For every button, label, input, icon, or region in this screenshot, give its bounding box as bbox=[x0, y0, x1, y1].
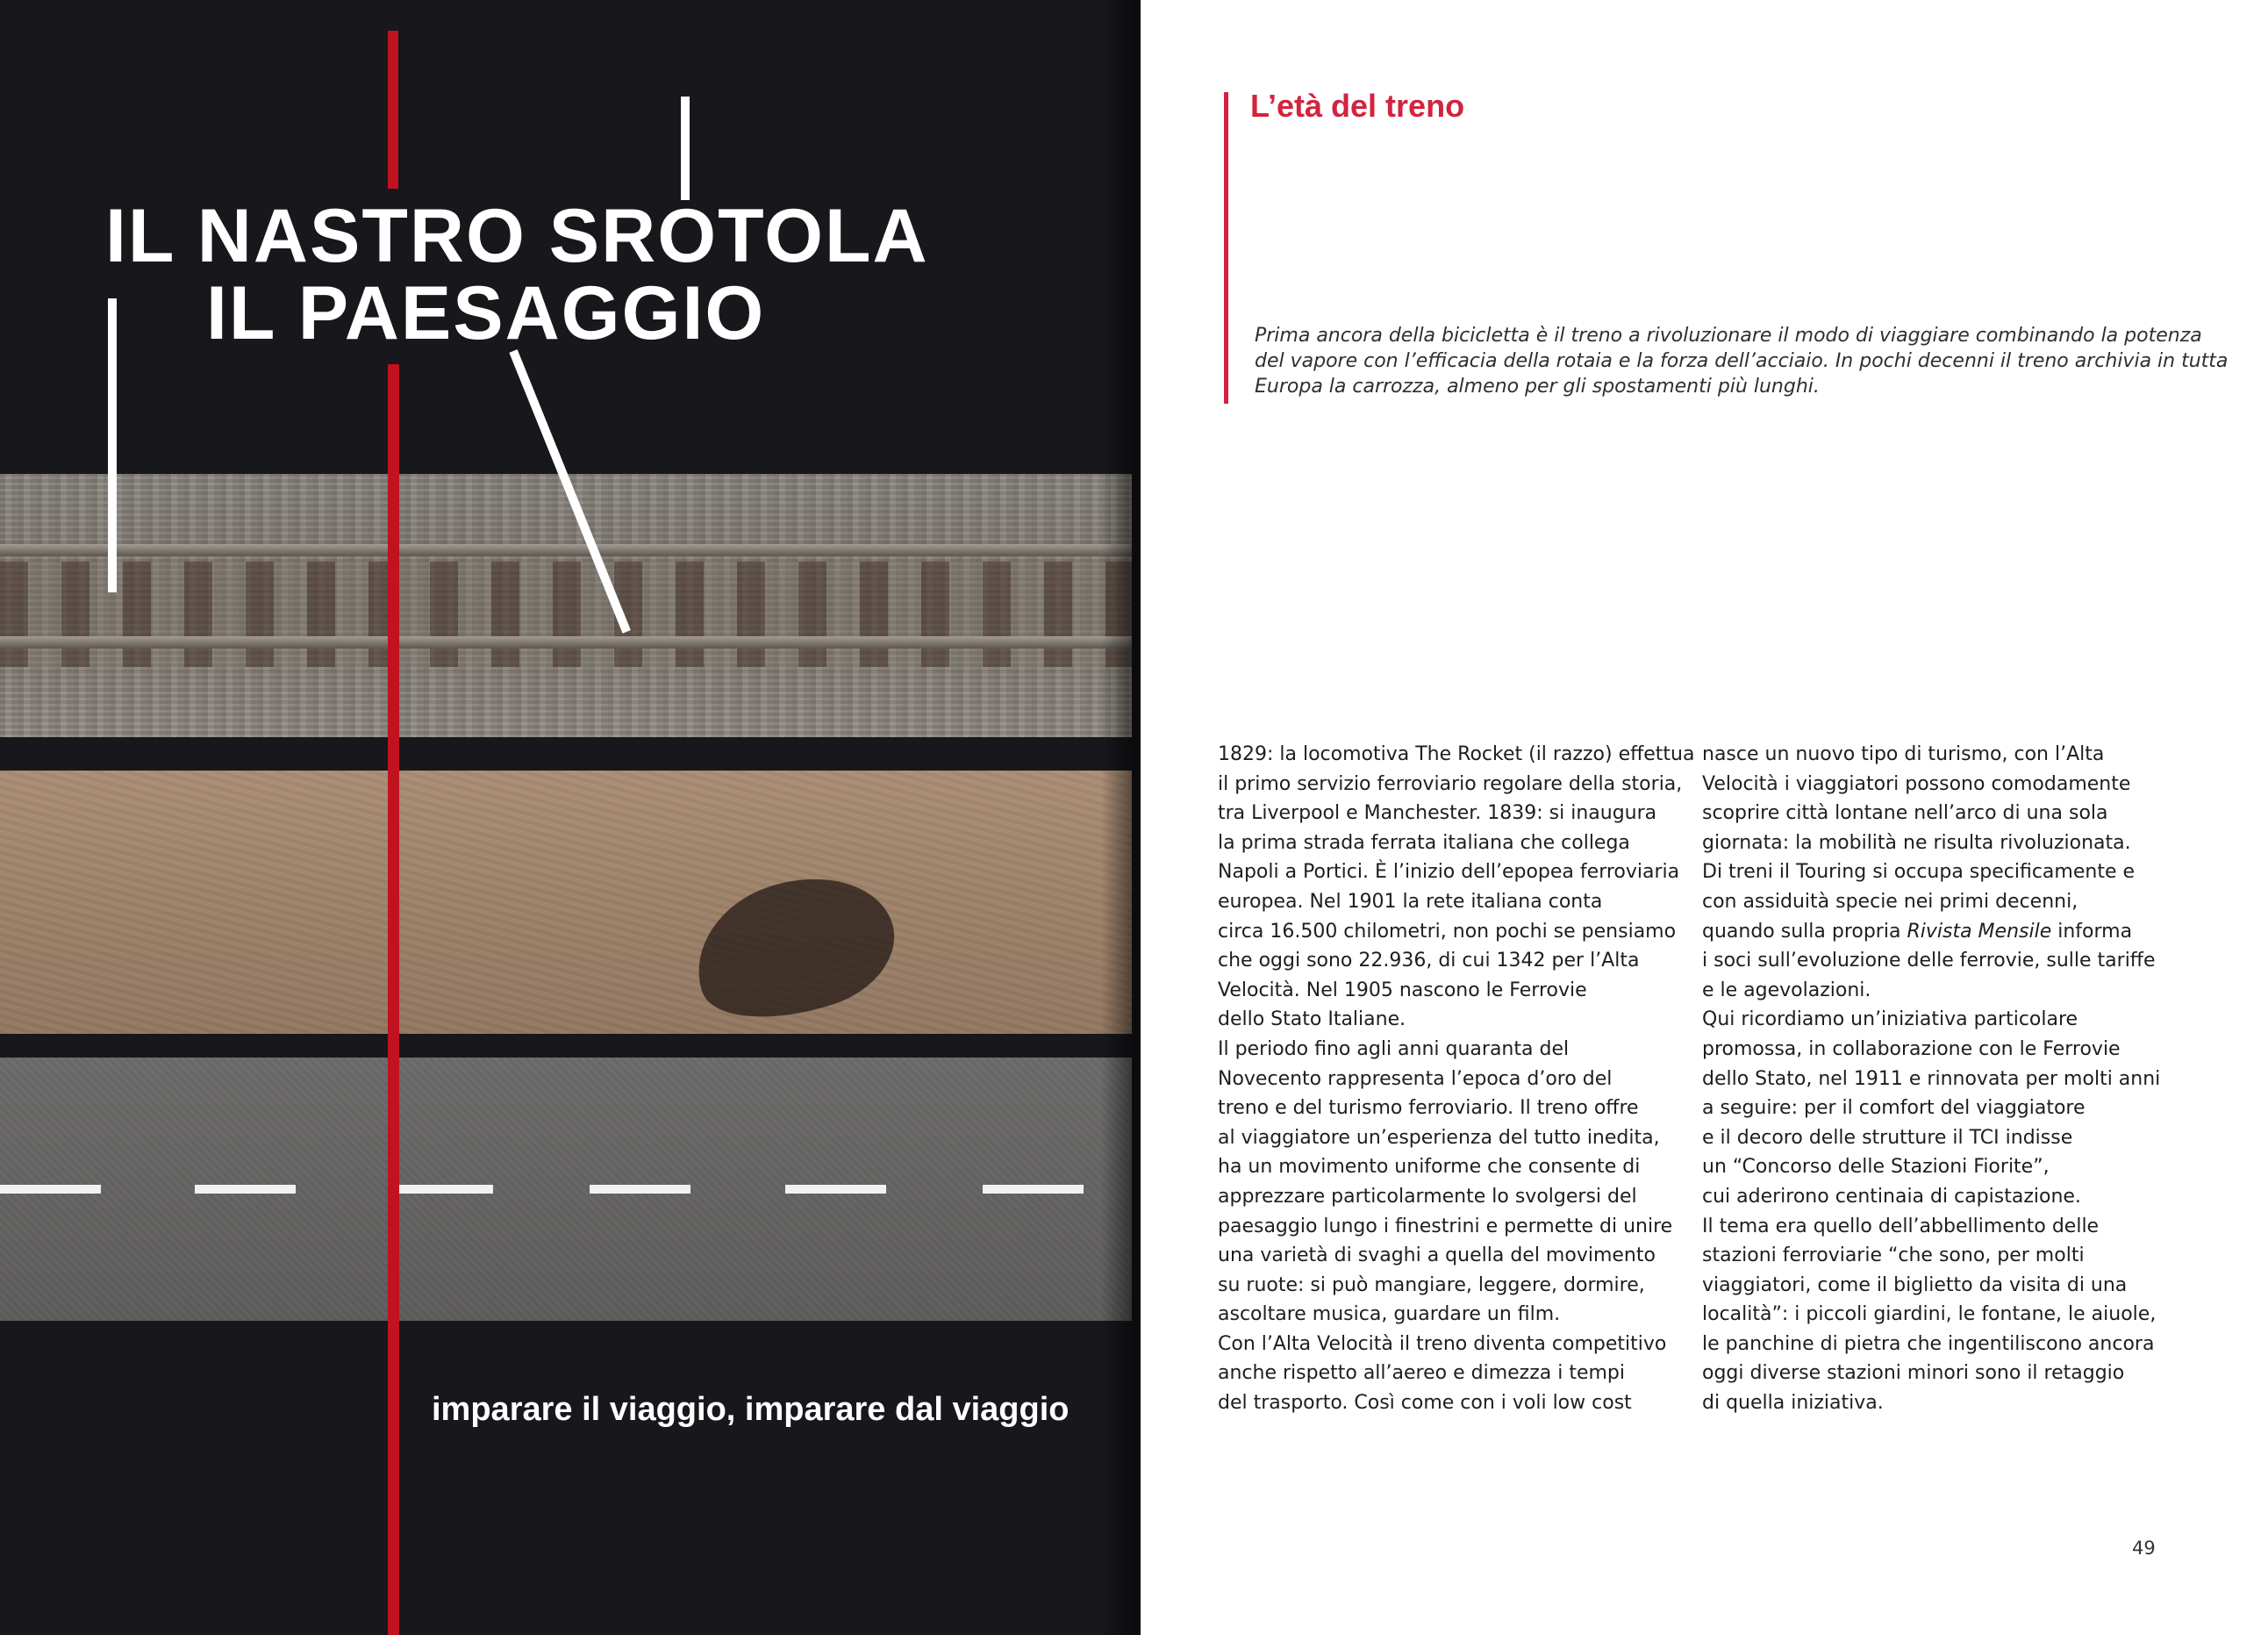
section-accent-bar bbox=[1224, 92, 1228, 404]
body-line: al viaggiatore un’esperienza del tutto inedita, bbox=[1218, 1126, 1660, 1149]
body-line: Napoli a Portici. È l’inizio dell’epopea ferroviaria bbox=[1218, 861, 1680, 884]
book-gutter-shadow bbox=[1101, 0, 1141, 1635]
body-line: oggi diverse stazioni minori sono il retaggio bbox=[1702, 1362, 2125, 1385]
body-line: a seguire: per il comfort del viaggiatore bbox=[1702, 1097, 2086, 1120]
lead-line: Europa la carrozza, almeno per gli spostamenti più lunghi. bbox=[1255, 376, 1820, 398]
lane-marking bbox=[195, 1185, 296, 1194]
body-line: località”: i piccoli giardini, le fontane, le aiuole, bbox=[1702, 1303, 2157, 1326]
white-vertical-line-top bbox=[681, 97, 690, 200]
railway-sleepers bbox=[0, 562, 1132, 667]
right-page-text bbox=[1141, 0, 2268, 1635]
body-line: Qui ricordiamo un’iniziativa particolare bbox=[1702, 1008, 2078, 1031]
red-vertical-line-top bbox=[388, 31, 398, 189]
body-line: e il decoro delle strutture il TCI indisse bbox=[1702, 1126, 2073, 1149]
body-line: il primo servizio ferroviario regolare della storia, bbox=[1218, 772, 1683, 795]
lane-marking bbox=[785, 1185, 886, 1194]
body-line-mixed bbox=[1702, 917, 2160, 947]
body-line: anche rispetto all’aereo e dimezza i tempi bbox=[1218, 1362, 1625, 1385]
lane-marking bbox=[983, 1185, 1084, 1194]
lead-paragraph bbox=[1255, 323, 2229, 399]
body-line: Novecento rappresenta l’epoca d’oro del bbox=[1218, 1067, 1613, 1090]
body-line: stazioni ferroviarie “che sono, per molti bbox=[1702, 1244, 2085, 1267]
body-line: ascoltare musica, guardare un film. bbox=[1218, 1303, 1561, 1326]
lead-line: Prima ancora della bicicletta è il treno a rivoluzionare il modo di viaggiare combinando la potenza bbox=[1255, 325, 2202, 347]
body-line: viaggiatori, come il biglietto da visita di una bbox=[1702, 1273, 2128, 1296]
lane-marking bbox=[590, 1185, 690, 1194]
headline-line-1: IL NASTRO SROTOLA bbox=[105, 194, 929, 278]
body-line: Il periodo fino agli anni quaranta del bbox=[1218, 1037, 1570, 1060]
body-line: con assiduità specie nei primi decenni, bbox=[1702, 890, 2078, 913]
sand-ground-strip bbox=[0, 771, 1132, 1034]
body-line: tra Liverpool e Manchester. 1839: si inaugura bbox=[1218, 802, 1657, 825]
body-line: un “Concorso delle Stazioni Fiorite”, bbox=[1702, 1156, 2050, 1179]
lane-marking bbox=[0, 1185, 101, 1194]
body-line: nasce un nuovo tipo di turismo, con l’Alta bbox=[1702, 743, 2105, 765]
body-line: Di treni il Touring si occupa specificamente e bbox=[1702, 861, 2136, 884]
body-line: treno e del turismo ferroviario. Il treno offre bbox=[1218, 1097, 1639, 1120]
body-line: dello Stato, nel 1911 e rinnovata per molti anni bbox=[1702, 1067, 2161, 1090]
body-line: la prima strada ferrata italiana che collega bbox=[1218, 831, 1630, 854]
body-text-run: informa bbox=[2051, 920, 2133, 943]
body-line: i soci sull’evoluzione delle ferrovie, sulle tariffe bbox=[1702, 950, 2156, 972]
body-line: e le agevolazioni. bbox=[1702, 979, 1871, 1001]
red-vertical-line bbox=[388, 364, 399, 1635]
body-line: europea. Nel 1901 la rete italiana conta bbox=[1218, 890, 1603, 913]
body-line: dello Stato Italiane. bbox=[1218, 1008, 1406, 1031]
lane-marking bbox=[392, 1185, 493, 1194]
page-headline bbox=[105, 194, 929, 355]
body-line: giornata: la mobilità ne risulta rivoluzionata. bbox=[1702, 831, 2131, 854]
body-line: promossa, in collaborazione con le Ferrovie bbox=[1702, 1037, 2121, 1060]
asphalt-road-strip bbox=[0, 1058, 1132, 1321]
headline-line-2: IL PAESAGGIO bbox=[206, 271, 766, 355]
body-line: le panchine di pietra che ingentiliscono ancora bbox=[1702, 1332, 2155, 1355]
body-line: una varietà di svaghi a quella del movimento bbox=[1218, 1244, 1656, 1267]
body-line: cui aderirono centinaia di capistazione. bbox=[1702, 1185, 2081, 1208]
chapter-subtitle: imparare il viaggio, imparare dal viaggio bbox=[432, 1391, 1070, 1428]
body-line: di quella iniziativa. bbox=[1702, 1392, 1884, 1415]
section-title: L’età del treno bbox=[1250, 88, 1465, 124]
body-line: Il tema era quello dell’abbellimento delle bbox=[1702, 1215, 2100, 1237]
body-line: paesaggio lungo i finestrini e permette di unire bbox=[1218, 1215, 1673, 1237]
body-line: su ruote: si può mangiare, leggere, dormire, bbox=[1218, 1273, 1645, 1296]
body-column-left bbox=[1218, 740, 1694, 1418]
body-line: Velocità. Nel 1905 nascono le Ferrovie bbox=[1218, 979, 1587, 1001]
body-line: 1829: la locomotiva The Rocket (il razzo) effettua bbox=[1218, 743, 1695, 765]
body-line: del trasporto. Così come con i voli low cost bbox=[1218, 1392, 1632, 1415]
body-line: circa 16.500 chilometri, non pochi se pensiamo bbox=[1218, 920, 1677, 943]
body-text-run: quando sulla propria bbox=[1702, 920, 1907, 943]
body-line: che oggi sono 22.936, di cui 1342 per l’Alta bbox=[1218, 950, 1640, 972]
page-number: 49 bbox=[2132, 1538, 2156, 1559]
body-line: apprezzare particolarmente lo svolgersi del bbox=[1218, 1185, 1637, 1208]
magazine-title: Rivista Mensile bbox=[1907, 920, 2052, 943]
rail-top bbox=[0, 544, 1132, 556]
body-line: ha un movimento uniforme che consente di bbox=[1218, 1156, 1641, 1179]
rail-bottom bbox=[0, 636, 1132, 649]
lead-line: del vapore con l’efficacia della rotaia e la forza dell’acciaio. In pochi decenni il treno archivia in tutta bbox=[1255, 350, 2229, 372]
body-line: Velocità i viaggiatori possono comodamente bbox=[1702, 772, 2131, 795]
body-column-right bbox=[1702, 740, 2160, 1418]
body-line: Con l’Alta Velocità il treno diventa competitivo bbox=[1218, 1332, 1667, 1355]
body-line: scoprire città lontane nell’arco di una sola bbox=[1702, 802, 2108, 825]
